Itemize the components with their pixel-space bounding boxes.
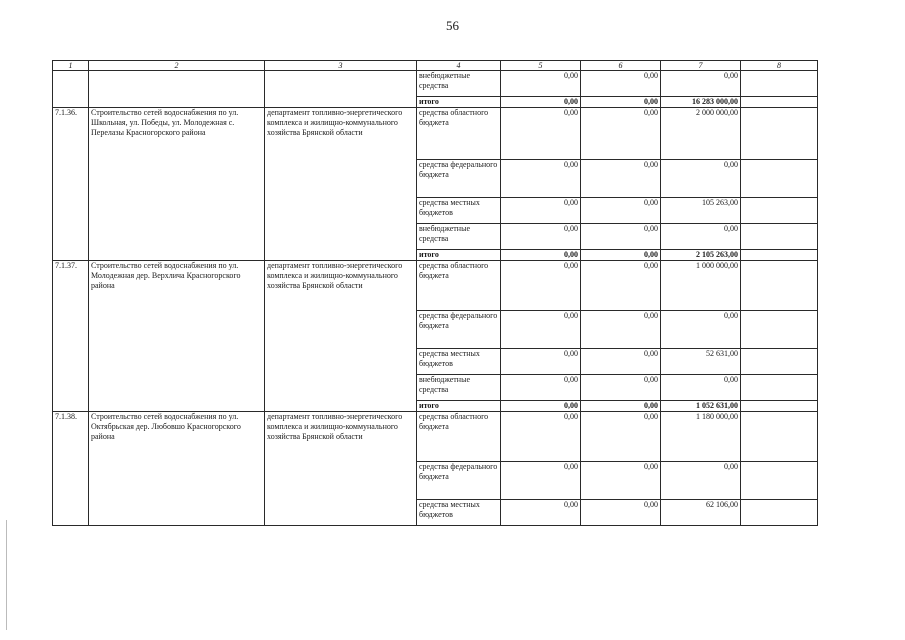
value-col6: 0,00: [581, 500, 661, 526]
column-header: 6: [581, 61, 661, 71]
value-col8: [741, 462, 818, 500]
value-col6: 0,00: [581, 108, 661, 160]
value-col8: [741, 311, 818, 349]
funding-source: средства местных бюджетов: [417, 198, 501, 224]
funding-source: средства местных бюджетов: [417, 500, 501, 526]
value-col6: 0,00: [581, 71, 661, 97]
value-col6: 0,00: [581, 462, 661, 500]
table-row: [53, 71, 818, 97]
table-row: [53, 261, 818, 311]
column-header: 7: [661, 61, 741, 71]
value-col7: 1 000 000,00: [661, 261, 741, 311]
item-title: Строительство сетей водоснабжения по ул. Молодежная дер. Верхлича Красногорского района: [89, 261, 265, 412]
item-title: Строительство сетей водоснабжения по ул. Октябрьская дер. Любовшо Красногорского района: [89, 412, 265, 526]
value-col7: 0,00: [661, 375, 741, 401]
funding-source: средства областного бюджета: [417, 412, 501, 462]
value-col7: 0,00: [661, 160, 741, 198]
table-row: [53, 412, 818, 462]
funding-source: средства федерального бюджета: [417, 160, 501, 198]
item-index: 7.1.38.: [53, 412, 89, 526]
total-label: итого: [417, 250, 501, 261]
value-col8: [741, 160, 818, 198]
total-col7: 16 283 000,00: [661, 97, 741, 108]
column-header-row: [53, 61, 818, 71]
value-col8: [741, 375, 818, 401]
value-col7: 0,00: [661, 311, 741, 349]
total-col5: 0,00: [501, 250, 581, 261]
total-col6: 0,00: [581, 97, 661, 108]
total-label: итого: [417, 97, 501, 108]
value-col5: 0,00: [501, 261, 581, 311]
value-col8: [741, 500, 818, 526]
value-col5: 0,00: [501, 198, 581, 224]
item-executor: департамент топливно-энергетического комплекса и жилищно-коммунального хозяйства Брянской области: [265, 108, 417, 261]
executor-cell: [265, 71, 417, 108]
funding-source: средства областного бюджета: [417, 108, 501, 160]
value-col8: [741, 412, 818, 462]
scan-edge-mark: [6, 520, 7, 630]
value-col8: [741, 198, 818, 224]
total-label: итого: [417, 401, 501, 412]
page-number: 56: [446, 18, 459, 33]
value-col6: 0,00: [581, 349, 661, 375]
item-index: 7.1.37.: [53, 261, 89, 412]
item-executor: департамент топливно-энергетического комплекса и жилищно-коммунального хозяйства Брянской области: [265, 412, 417, 526]
value-col6: 0,00: [581, 311, 661, 349]
total-col7: 2 105 263,00: [661, 250, 741, 261]
value-col7: 62 106,00: [661, 500, 741, 526]
column-header: 1: [53, 61, 89, 71]
value-col6: 0,00: [581, 160, 661, 198]
value-col7: 1 180 000,00: [661, 412, 741, 462]
value-col6: 0,00: [581, 375, 661, 401]
value-col5: 0,00: [501, 108, 581, 160]
total-col8: [741, 97, 818, 108]
column-header: 2: [89, 61, 265, 71]
value-col7: 0,00: [661, 224, 741, 250]
total-col6: 0,00: [581, 401, 661, 412]
item-index: 7.1.36.: [53, 108, 89, 261]
funding-source: средства федерального бюджета: [417, 311, 501, 349]
value-col7: 52 631,00: [661, 349, 741, 375]
value-col5: 0,00: [501, 160, 581, 198]
value-col6: 0,00: [581, 261, 661, 311]
value-col6: 0,00: [581, 224, 661, 250]
title-cell: [89, 71, 265, 108]
value-col5: 0,00: [501, 349, 581, 375]
column-header: 8: [741, 61, 818, 71]
total-col8: [741, 250, 818, 261]
value-col5: 0,00: [501, 224, 581, 250]
value-col6: 0,00: [581, 198, 661, 224]
value-col7: 105 263,00: [661, 198, 741, 224]
table-row: [53, 108, 818, 160]
index-cell: [53, 71, 89, 108]
total-col6: 0,00: [581, 250, 661, 261]
value-col8: [741, 71, 818, 97]
value-col6: 0,00: [581, 412, 661, 462]
column-header: 5: [501, 61, 581, 71]
value-col5: 0,00: [501, 375, 581, 401]
value-col5: 0,00: [501, 462, 581, 500]
value-col8: [741, 261, 818, 311]
funding-source: средства областного бюджета: [417, 261, 501, 311]
value-col5: 0,00: [501, 311, 581, 349]
funding-source: внебюджетные средства: [417, 375, 501, 401]
value-col5: 0,00: [501, 412, 581, 462]
column-header: 3: [265, 61, 417, 71]
value-col8: [741, 224, 818, 250]
total-col8: [741, 401, 818, 412]
value-col8: [741, 108, 818, 160]
value-col5: 0,00: [501, 71, 581, 97]
value-col7: 0,00: [661, 71, 741, 97]
budget-table: [52, 60, 818, 526]
value-col7: 2 000 000,00: [661, 108, 741, 160]
value-col5: 0,00: [501, 500, 581, 526]
funding-source: внебюджетные средства: [417, 71, 501, 97]
funding-source: внебюджетные средства: [417, 224, 501, 250]
item-title: Строительство сетей водоснабжения по ул. Школьная, ул. Победы, ул. Молодежная с. Перелазы Красногорского района: [89, 108, 265, 261]
funding-source: средства местных бюджетов: [417, 349, 501, 375]
item-executor: департамент топливно-энергетического комплекса и жилищно-коммунального хозяйства Брянской области: [265, 261, 417, 412]
column-header: 4: [417, 61, 501, 71]
value-col7: 0,00: [661, 462, 741, 500]
total-col5: 0,00: [501, 97, 581, 108]
value-col8: [741, 349, 818, 375]
total-col7: 1 052 631,00: [661, 401, 741, 412]
funding-source: средства федерального бюджета: [417, 462, 501, 500]
total-col5: 0,00: [501, 401, 581, 412]
